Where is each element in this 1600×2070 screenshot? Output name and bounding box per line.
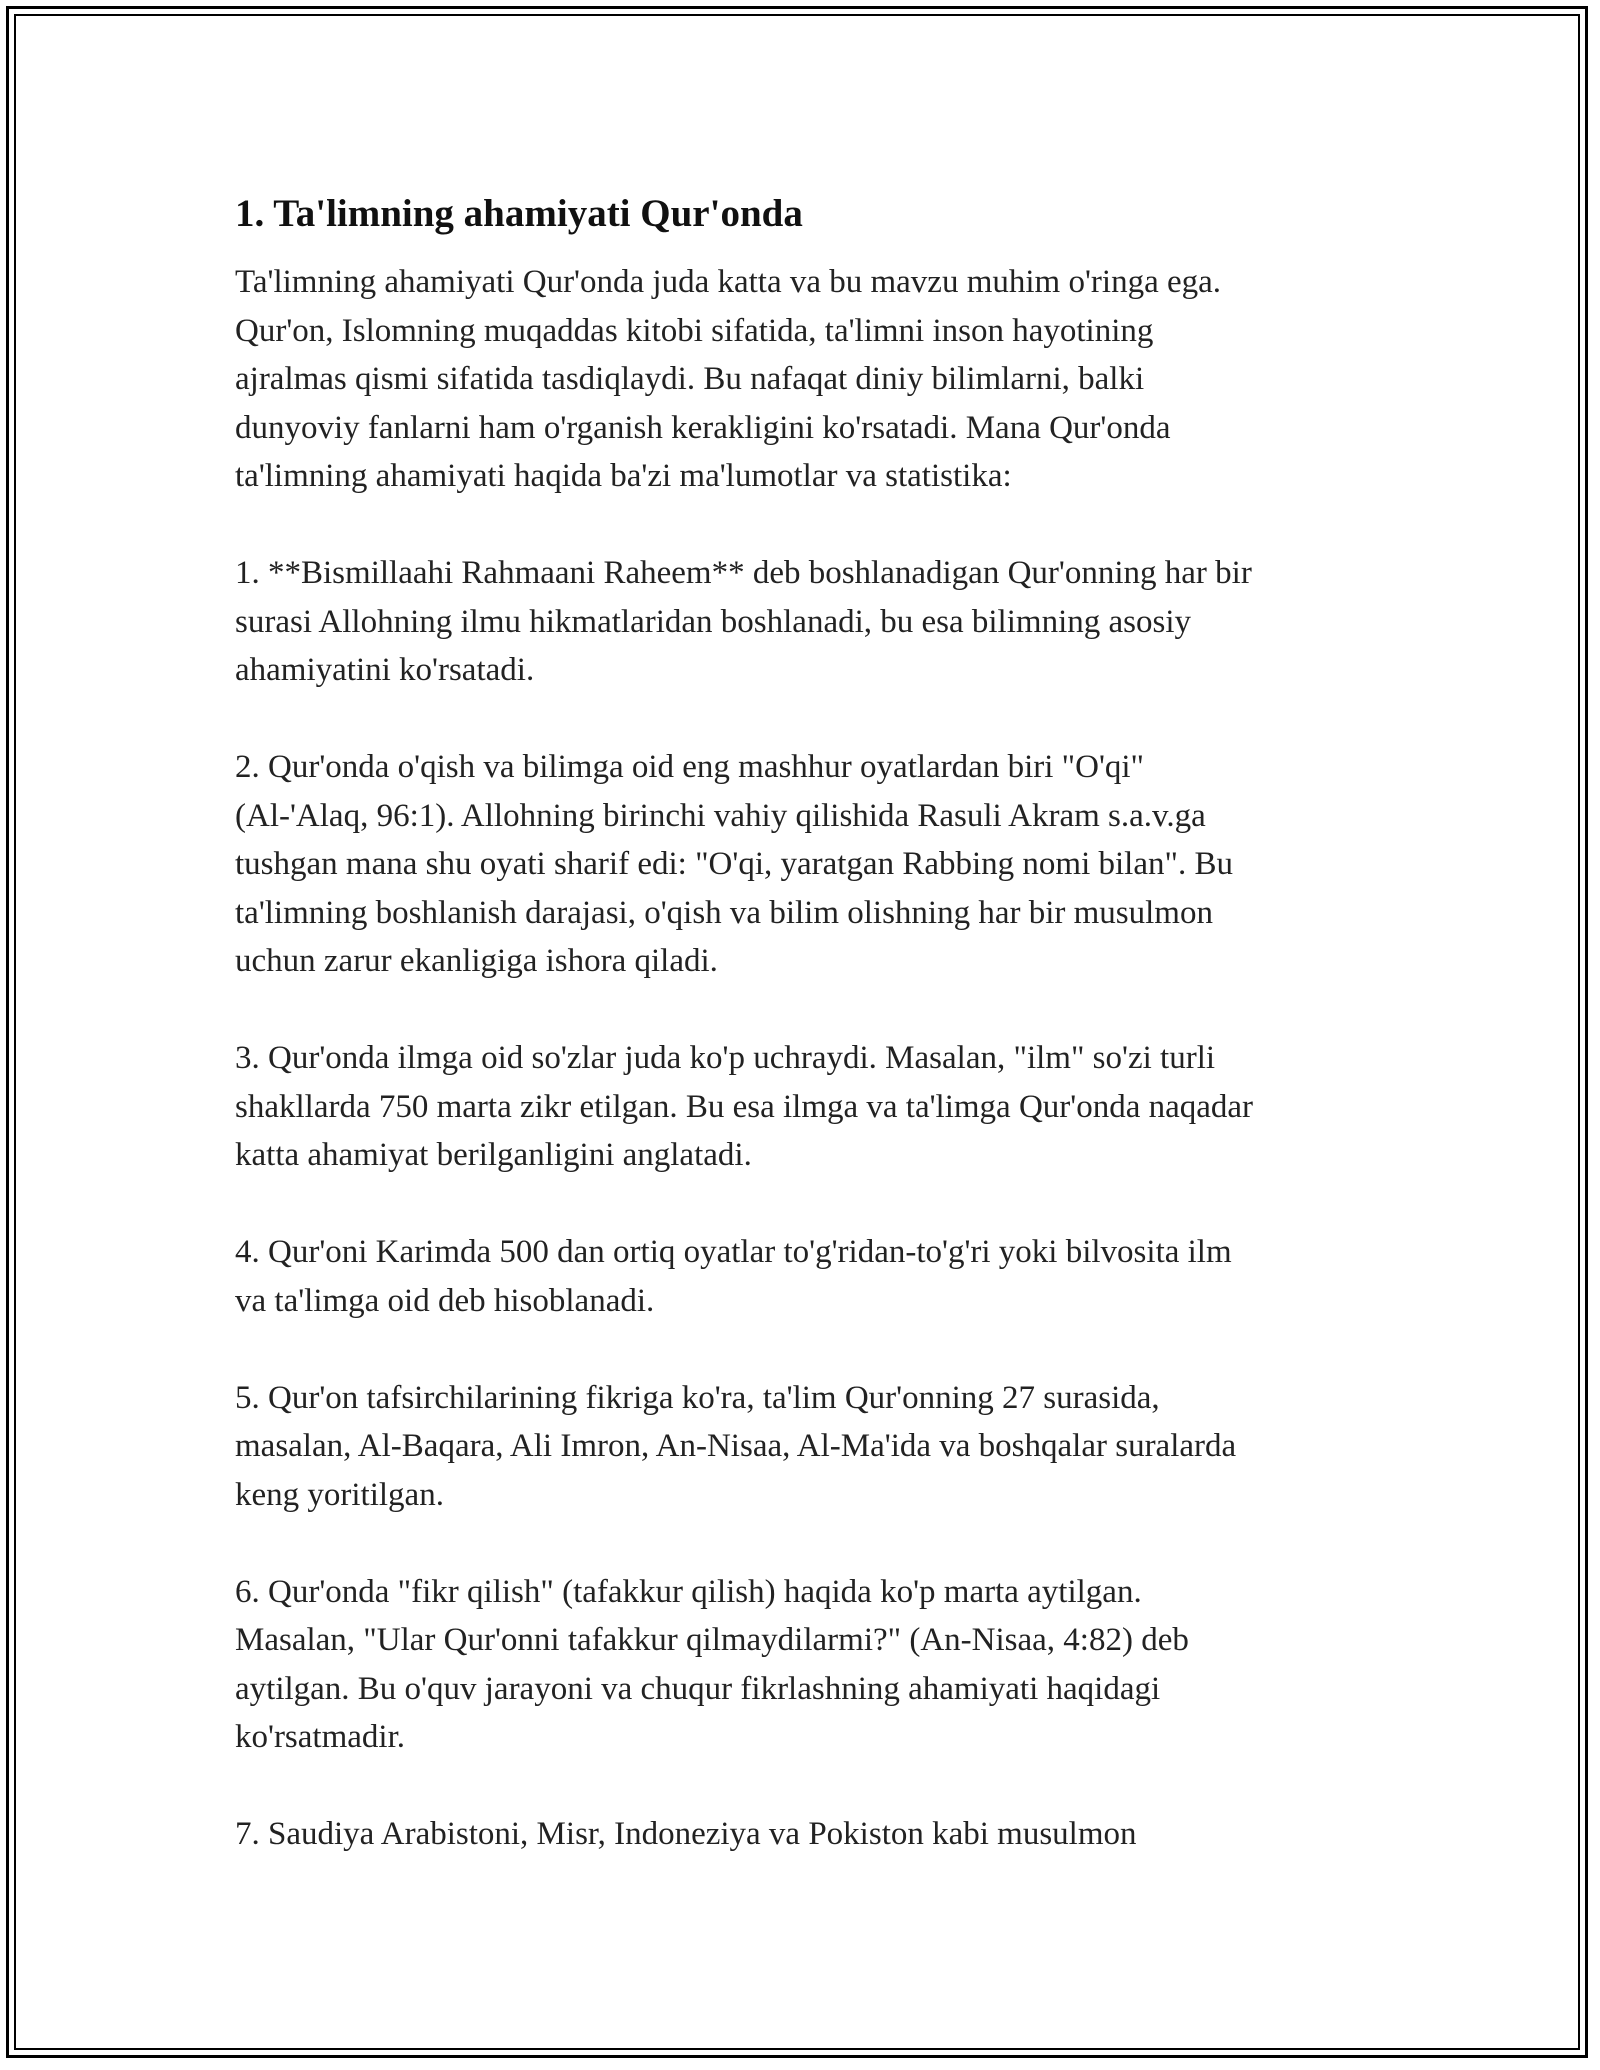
section-heading: 1. Ta'limning ahamiyati Qur'onda [235, 192, 803, 235]
list-item-6: 6. Qur'onda "fikr qilish" (tafakkur qilish) haqida ko'p marta aytilgan. Masalan, "Ular Qur'onni tafakkur qilmaydilarmi?" (An-Nisaa, 4:82) deb aytilgan. Bu o'quv jarayoni va chuqur fikrlashning ahamiyati haqidagi ko'rsatmadir. [235, 1573, 1189, 1755]
list-item-1: 1. **Bismillaahi Rahmaani Raheem** deb boshlanadigan Qur'onning har bir surasi Allohning ilmu hikmatlaridan boshlanadi, bu esa bilimning asosiy ahamiyatini ko'rsatadi. [235, 555, 1252, 688]
list-item-5: 5. Qur'on tafsirchilarining fikriga ko'ra, ta'lim Qur'onning 27 surasida, masalan, Al-Baqara, Ali Imron, An-Nisaa, Al-Ma'ida va boshqalar suralarda keng yoritilgan. [235, 1379, 1237, 1513]
list-item-3: 3. Qur'onda ilmga oid so'zlar juda ko'p uchraydi. Masalan, "ilm" so'zi turli shakllarda 750 marta zikr etilgan. Bu esa ilmga va ta'limga Qur'onda naqadar katta ahamiyat berilganligini anglatadi. [235, 1040, 1254, 1173]
list-item-7: 7. Saudiya Arabistoni, Misr, Indoneziya va Pokiston kabi musulmon [235, 1816, 1137, 1852]
list-item-2: 2. Qur'onda o'qish va bilimga oid eng mashhur oyatlardan biri "O'qi" (Al-'Alaq, 96:1). Allohning birinchi vahiy qilishida Rasuli Akram s.a.v.ga tushgan mana shu oyati sharif edi: "O'qi, yaratgan Rabbing nomi bilan". Bu ta'limning boshlanish darajasi, o'qish va bilim olishning har bir musulmon uchun zarur ekanligiga ishora qiladi. [235, 749, 1233, 979]
intro-paragraph: Ta'limning ahamiyati Qur'onda juda katta va bu mavzu muhim o'ringa ega. Qur'on, Islomning muqaddas kitobi sifatida, ta'limni inson hayotining ajralmas qismi sifatida tasdiqlaydi. Bu nafaqat diniy bilimlarni, balki dunyoviy fanlarni ham o'rganish kerakligini ko'rsatadi. Mana Qur'onda ta'limning ahamiyati haqida ba'zi ma'lumotlar va statistika: [235, 264, 1222, 494]
list-item-4: 4. Qur'oni Karimda 500 dan ortiq oyatlar to'g'ridan-to'g'ri yoki bilvosita ilm va ta'limga oid deb hisoblanadi. [235, 1234, 1232, 1319]
document-body [235, 186, 1385, 1907]
